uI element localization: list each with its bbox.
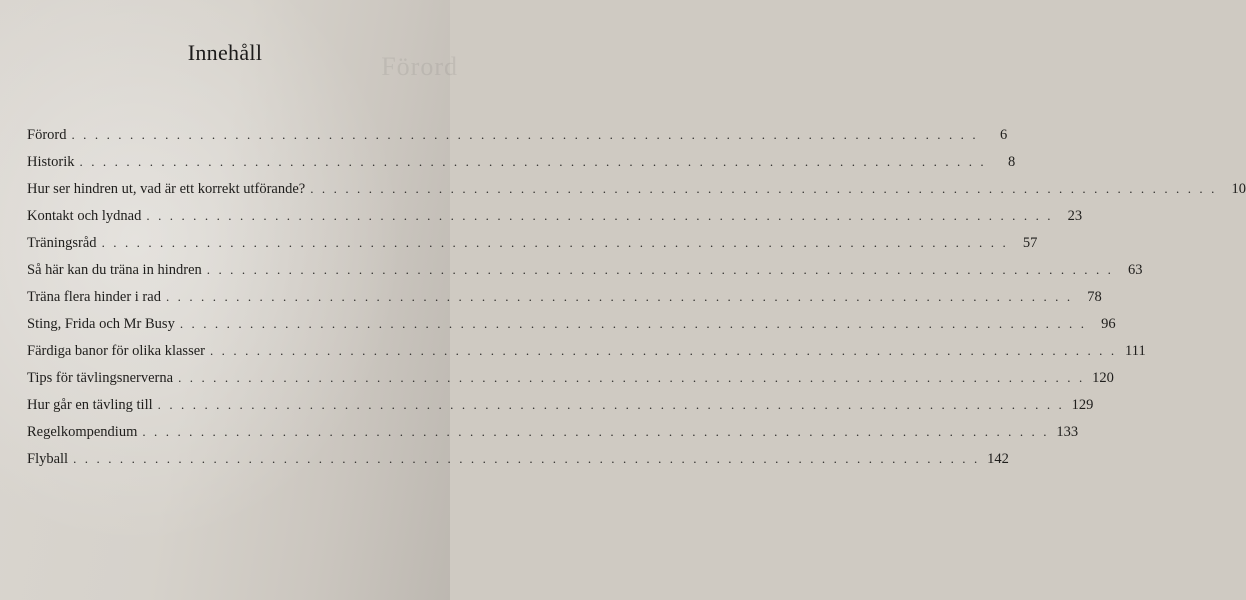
toc-entry — [27, 451, 1009, 478]
toc-entry — [27, 424, 1079, 451]
toc-dot-leader — [210, 343, 1117, 359]
toc-entry — [27, 316, 1116, 343]
toc-dot-leader — [166, 289, 1073, 305]
toc-entry-page-number: 111 — [1125, 343, 1146, 359]
toc-dot-leader — [102, 235, 1009, 251]
toc-dot-leader — [178, 370, 1085, 386]
show-through-text: Förord — [381, 52, 458, 81]
toc-dot-leader — [180, 316, 1087, 332]
toc-entry-label: Historik — [27, 154, 75, 170]
toc-entry — [27, 262, 1143, 289]
toc-entry-label: Så här kan du träna in hindren — [27, 262, 202, 278]
toc-dot-leader — [142, 424, 1049, 440]
toc-entry-page-number: 78 — [1087, 289, 1102, 305]
toc-entry — [27, 127, 1008, 154]
toc-entry-label: Färdiga banor för olika klasser — [27, 343, 205, 359]
toc-dot-leader — [71, 127, 978, 143]
toc-entry-label: Kontakt och lydnad — [27, 208, 142, 224]
toc-entry — [27, 208, 1083, 235]
toc-entry-label: Regelkompendium — [27, 424, 138, 440]
toc-entry-label: Sting, Frida och Mr Busy — [27, 316, 175, 332]
toc-entry — [27, 154, 1016, 181]
toc-entry-page-number: 133 — [1056, 424, 1079, 440]
toc-entry-page-number: 142 — [987, 451, 1009, 467]
toc-entry-page-number: 96 — [1101, 316, 1116, 332]
toc-entry-page-number: 6 — [999, 127, 1008, 143]
toc-entry-page-number: 63 — [1128, 262, 1143, 278]
toc-entry-page-number: 10 — [1231, 181, 1246, 197]
toc-dot-leader — [146, 208, 1053, 224]
toc-entry-label: Förord — [27, 127, 67, 143]
toc-entry — [27, 181, 1246, 208]
toc-dot-leader — [80, 154, 987, 170]
toc-entry-page-number: 57 — [1022, 235, 1038, 251]
toc-entry-page-number: 120 — [1092, 370, 1114, 386]
toc-entry-label: Hur går en tävling till — [27, 397, 153, 413]
toc-entry — [27, 235, 1038, 262]
toc-entry-label: Träna flera hinder i rad — [27, 289, 161, 305]
toc-dot-leader — [73, 451, 980, 467]
toc-entry — [27, 397, 1094, 424]
toc-entry — [27, 370, 1114, 397]
toc-entry-page-number: 8 — [1008, 154, 1016, 170]
toc-entry — [27, 343, 1146, 370]
toc-entry-page-number: 23 — [1067, 208, 1083, 224]
toc-dot-leader — [158, 397, 1065, 413]
table-of-contents — [27, 127, 1246, 478]
toc-entry-label: Träningsråd — [27, 235, 97, 251]
toc-dot-leader — [310, 181, 1217, 197]
toc-entry — [27, 289, 1102, 316]
page-title: Innehåll — [187, 40, 263, 65]
toc-entry-page-number: 129 — [1071, 397, 1094, 413]
toc-entry-label: Hur ser hindren ut, vad är ett korrekt utförande? — [27, 181, 306, 197]
toc-entry-label: Flyball — [27, 451, 69, 467]
toc-entry-label: Tips för tävlingsnerverna — [27, 370, 174, 386]
toc-dot-leader — [207, 262, 1114, 278]
